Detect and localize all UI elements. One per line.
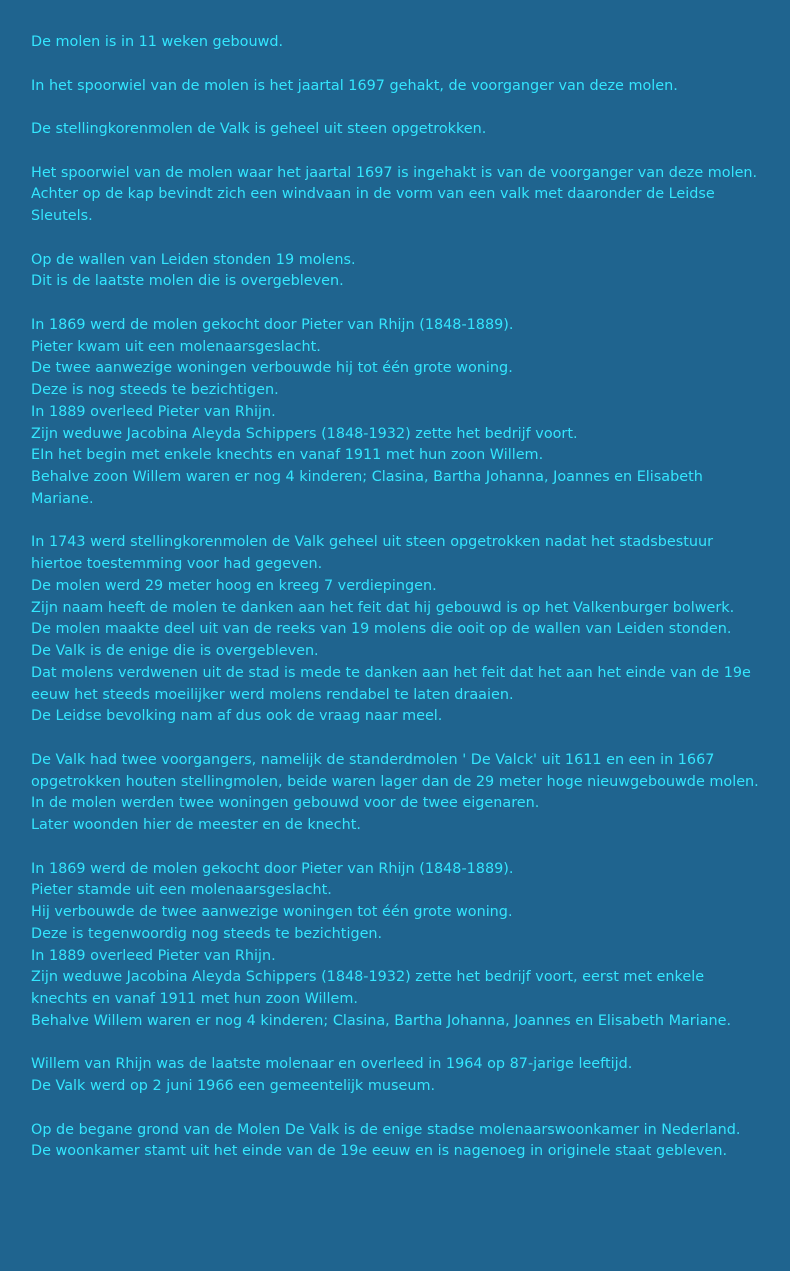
text-line: In 1743 werd stellingkorenmolen de Valk geheel uit steen opgetrokken nadat het stadsbestuur hiertoe toestemming voor had gegeven.	[31, 534, 714, 572]
paragraph-1	[31, 32, 761, 54]
paragraph-4	[31, 163, 761, 228]
text-line: De woonkamer stamt uit het einde van de 19e eeuw en is nagenoeg in originele staat gebleven.	[31, 1143, 728, 1160]
text-line: Achter op de kap bevindt zich een windvaan in de vorm van een valk met daaronder de Leidse Sleutels.	[31, 186, 715, 224]
text-line: Pieter stamde uit een molenaarsgeslacht.	[31, 882, 332, 899]
text-line: In 1889 overleed Pieter van Rhijn.	[31, 947, 276, 964]
text-line: Later woonden hier de meester en de knecht.	[31, 817, 361, 833]
text-line: Deze is nog steeds te bezichtigen.	[31, 382, 279, 398]
paragraph-3	[31, 119, 761, 141]
text-line: Zijn weduwe Jacobina Aleyda Schippers (1848-1932) zette het bedrijf voort, eerst met enkele knechts en vanaf 1911 met hun zoon Willem.	[31, 969, 705, 1007]
text-line: Deze is tegenwoordig nog steeds te bezichtigen.	[31, 925, 383, 942]
text-line: Zijn weduwe Jacobina Aleyda Schippers (1848-1932) zette het bedrijf voort.	[31, 425, 578, 442]
text-line: De Leidse bevolking nam af dus ook de vraag naar meel.	[31, 708, 443, 725]
text-line: EIn het begin met enkele knechts en vanaf 1911 met hun zoon Willem.	[31, 447, 544, 464]
text-line: Op de wallen van Leiden stonden 19 molens.	[31, 251, 356, 268]
text-line: In de molen werden twee woningen gebouwd voor de twee eigenaren.	[31, 795, 540, 812]
text-line: De molen maakte deel uit van de reeks van 19 molens die ooit op de wallen van Leiden stonden.	[31, 621, 732, 638]
text-line: Dit is de laatste molen die is overgebleven.	[31, 273, 344, 290]
article-text	[31, 32, 761, 1185]
text-line: Het spoorwiel van de molen waar het jaartal 1697 is ingehakt is van de voorganger van deze molen.	[31, 164, 758, 181]
text-line: De stellingkorenmolen de Valk is geheel uit steen opgetrokken.	[31, 121, 487, 137]
paragraph-10	[31, 1054, 761, 1098]
paragraph-9	[31, 859, 761, 1033]
text-line: In 1869 werd de molen gekocht door Pieter van Rhijn (1848-1889).	[31, 316, 514, 333]
text-line: Behalve zoon Willem waren er nog 4 kinderen; Clasina, Bartha Johanna, Joannes en Elisabeth Mariane.	[31, 469, 703, 507]
paragraph-6	[31, 315, 761, 511]
text-line: Op de begane grond van de Molen De Valk is de enige stadse molenaarswoonkamer in Nederland.	[31, 1121, 741, 1138]
text-line: In het spoorwiel van de molen is het jaartal 1697 gehakt, de voorganger van deze molen.	[31, 77, 678, 94]
text-line: In 1889 overleed Pieter van Rhijn.	[31, 403, 276, 420]
text-line: De Valk is de enige die is overgebleven.	[31, 643, 319, 659]
text-line: De molen werd 29 meter hoog en kreeg 7 verdiepingen.	[31, 577, 437, 594]
paragraph-8	[31, 750, 761, 837]
text-line: De Valk had twee voorgangers, namelijk de standerdmolen ' De Valck' uit 1611 en een in 1667 opgetrokken houten stellingmolen, beide waren lager dan de 29 meter hoge nieuwgebouwde molen.	[31, 751, 759, 790]
text-line: Dat molens verdwenen uit de stad is mede te danken aan het feit dat het aan het einde van de 19e eeuw het steeds moeilijker werd molens rendabel te laten draaien.	[31, 664, 751, 703]
text-line: Willem van Rhijn was de laatste molenaar en overleed in 1964 op 87-jarige leeftijd.	[31, 1056, 633, 1073]
text-line: In 1869 werd de molen gekocht door Pieter van Rhijn (1848-1889).	[31, 860, 514, 877]
text-line: Hij verbouwde de twee aanwezige woningen tot één grote woning.	[31, 904, 513, 920]
text-line: Zijn naam heeft de molen te danken aan het feit dat hij gebouwd is op het Valkenburger bolwerk.	[31, 599, 735, 616]
paragraph-2	[31, 76, 761, 98]
text-line: De molen is in 11 weken gebouwd.	[31, 34, 284, 50]
text-line: De Valk werd op 2 juni 1966 een gemeentelijk museum.	[31, 1078, 436, 1094]
text-line: Behalve Willem waren er nog 4 kinderen; Clasina, Bartha Johanna, Joannes en Elisabeth Mariane.	[31, 1012, 732, 1029]
paragraph-11	[31, 1120, 761, 1164]
paragraph-5	[31, 250, 761, 294]
text-line: Pieter kwam uit een molenaarsgeslacht.	[31, 338, 321, 355]
text-line: De twee aanwezige woningen verbouwde hij tot één grote woning.	[31, 360, 513, 377]
paragraph-7	[31, 532, 761, 728]
